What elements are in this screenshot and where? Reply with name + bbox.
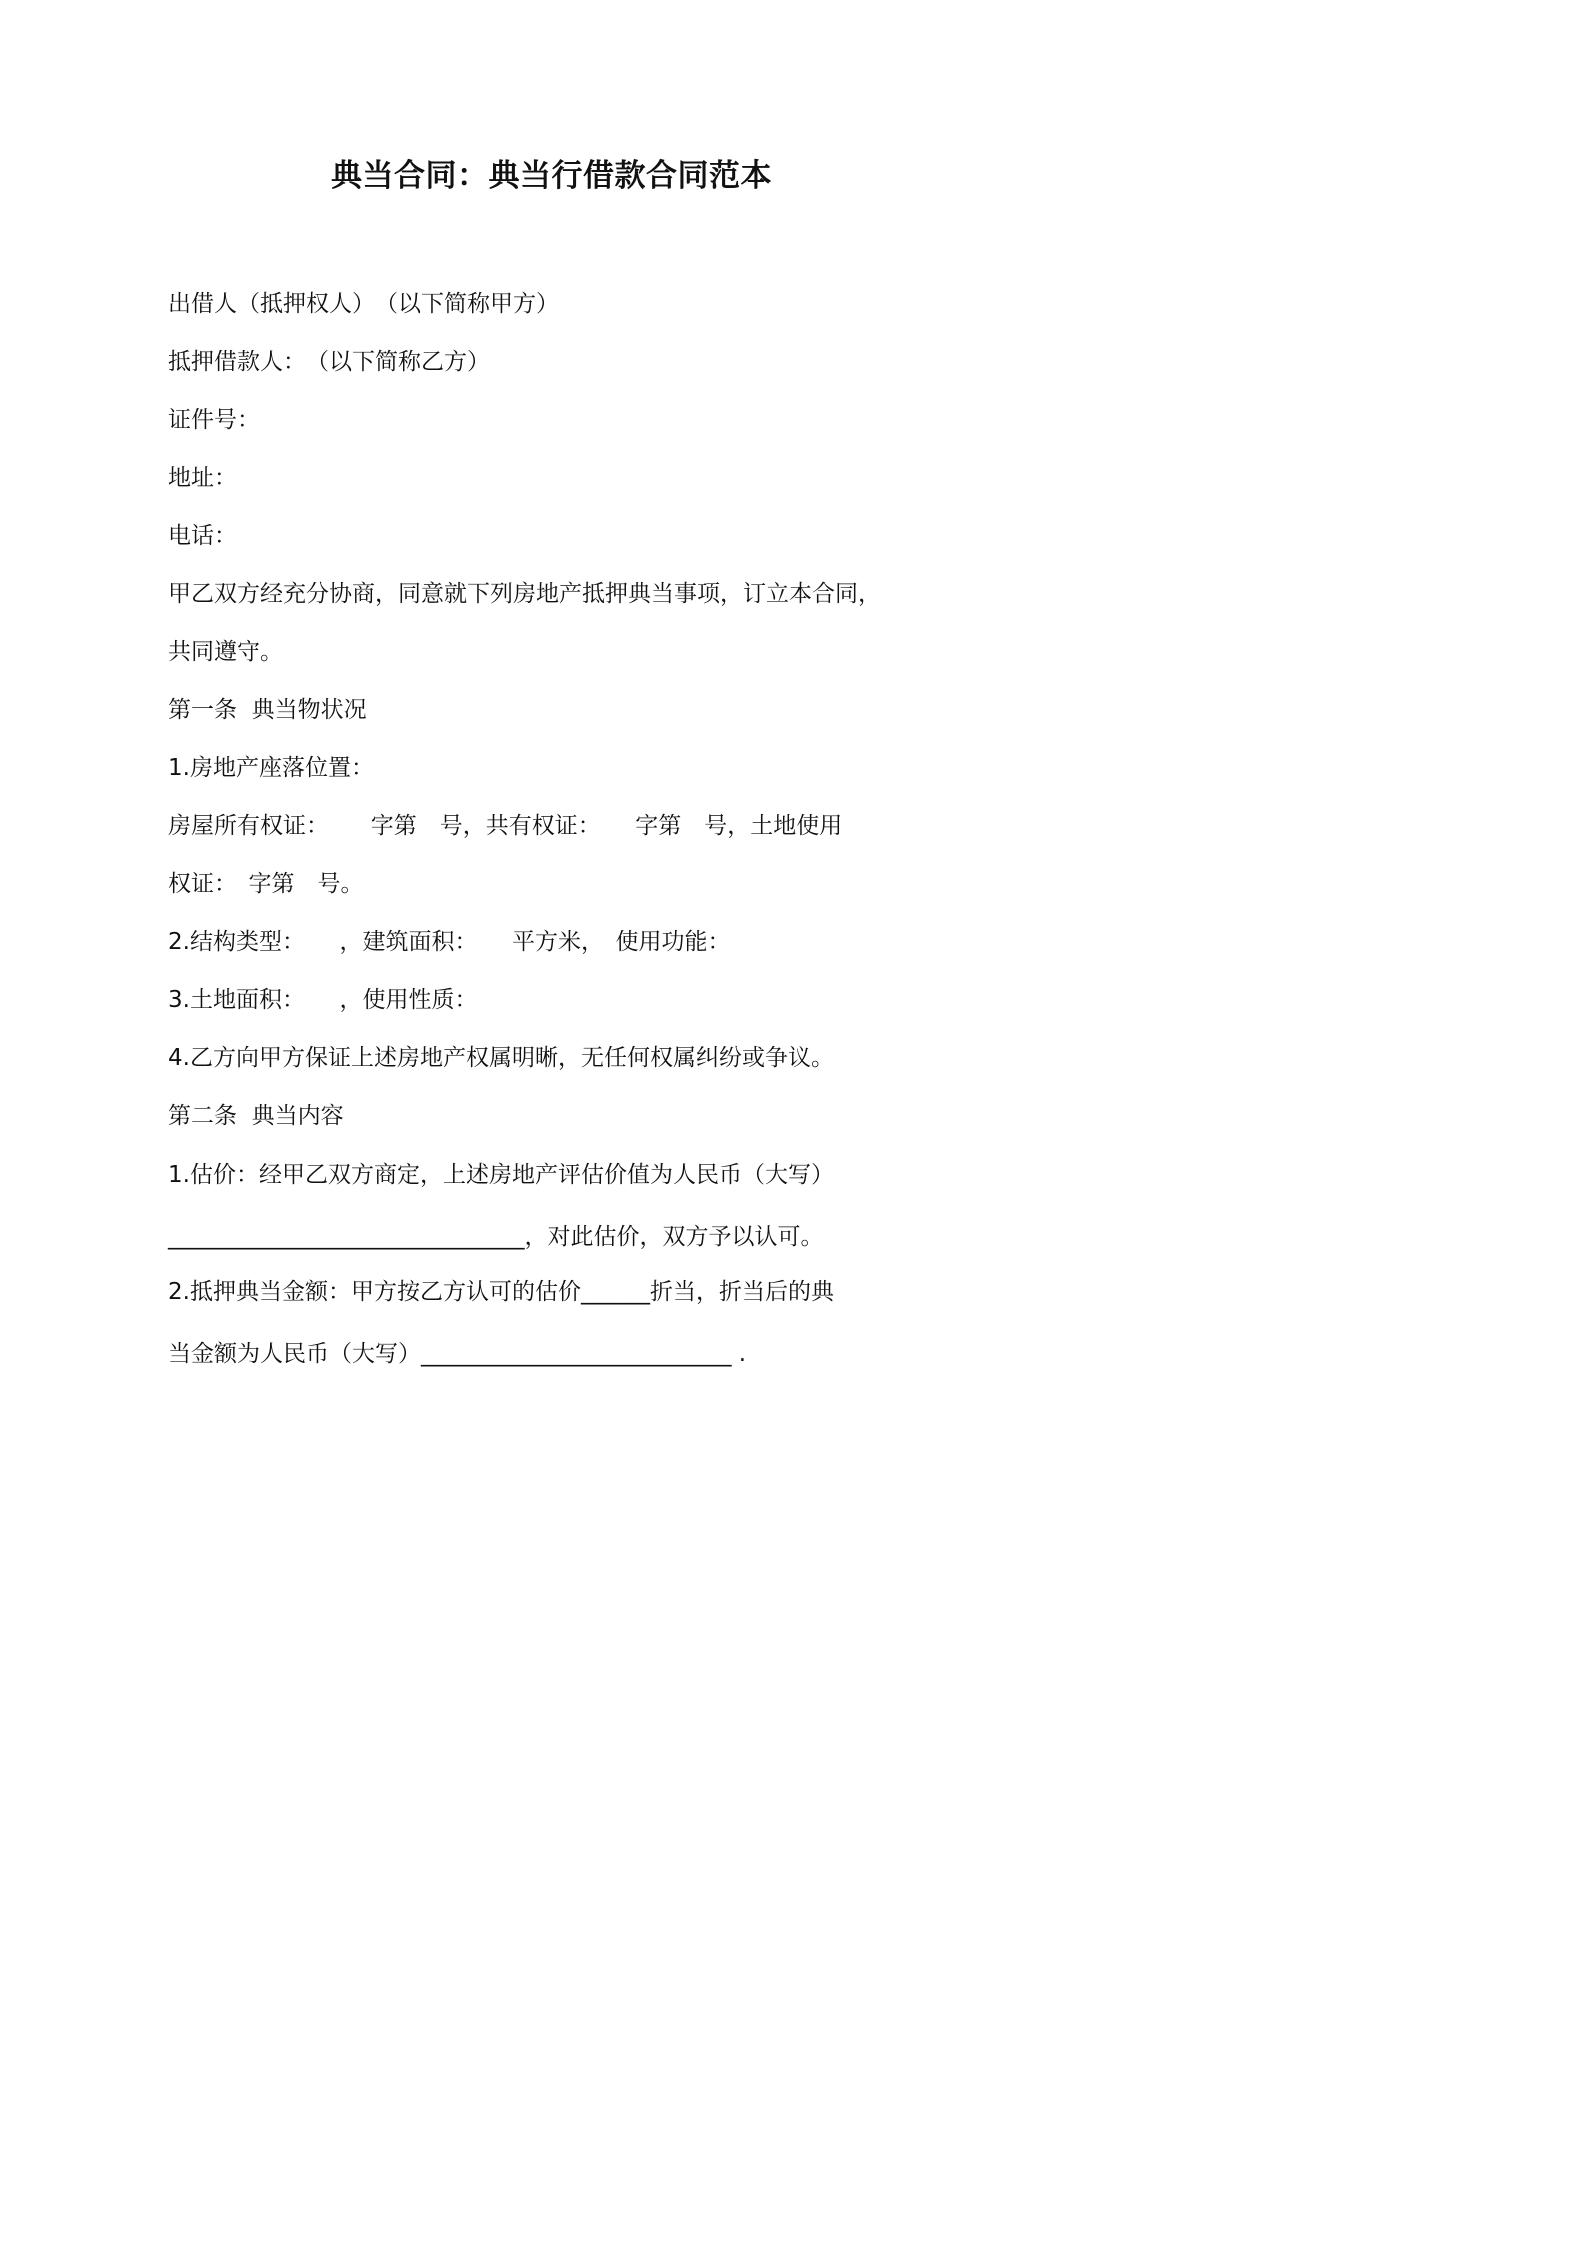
preamble-line-2: 共同遵守。 [168, 639, 283, 665]
article-1-item-3: 3.土地面积： ，使用性质： [168, 987, 478, 1013]
certificate-line-2: 权证： 字第 号。 [168, 871, 364, 897]
document-title: 典当合同：典当行借款合同范本 [331, 158, 772, 194]
borrower-line: 抵押借款人： （以下简称乙方） [168, 349, 490, 375]
article-2-item-1: 1.估价：经甲乙双方商定，上述房地产评估价值为人民币（大写） [168, 1162, 834, 1188]
article-2-item-2: 2.抵押典当金额：甲方按乙方认可的估价______折当，折当后的典 [168, 1279, 834, 1305]
phone-line: 电话： [168, 523, 237, 549]
amount-blank-line: 当金额为人民币（大写）___________________________ . [168, 1341, 747, 1367]
contract-page [0, 0, 1103, 1559]
id-number-line: 证件号： [168, 407, 260, 433]
article-1-item-4: 4.乙方向甲方保证上述房地产权属明晰，无任何权属纠纷或争议。 [168, 1045, 834, 1071]
preamble-line-1: 甲乙双方经充分协商，同意就下列房地产抵押典当事项，订立本合同， [168, 581, 881, 607]
valuation-blank-line: _______________________________，对此估价，双方予以认可。 [168, 1224, 824, 1250]
certificate-line-1: 房屋所有权证： 字第 号，共有权证： 字第 号，土地使用 [168, 813, 843, 839]
article-1-item-2: 2.结构类型： ，建筑面积： 平方米， 使用功能： [168, 929, 731, 955]
article-1-item-1: 1.房地产座落位置： [168, 755, 374, 781]
article-2-heading: 第二条 典当内容 [168, 1103, 344, 1129]
lender-line: 出借人（抵押权人） （以下简称甲方） [168, 291, 559, 317]
address-line: 地址： [168, 465, 237, 491]
article-1-heading: 第一条 典当物状况 [168, 697, 367, 723]
